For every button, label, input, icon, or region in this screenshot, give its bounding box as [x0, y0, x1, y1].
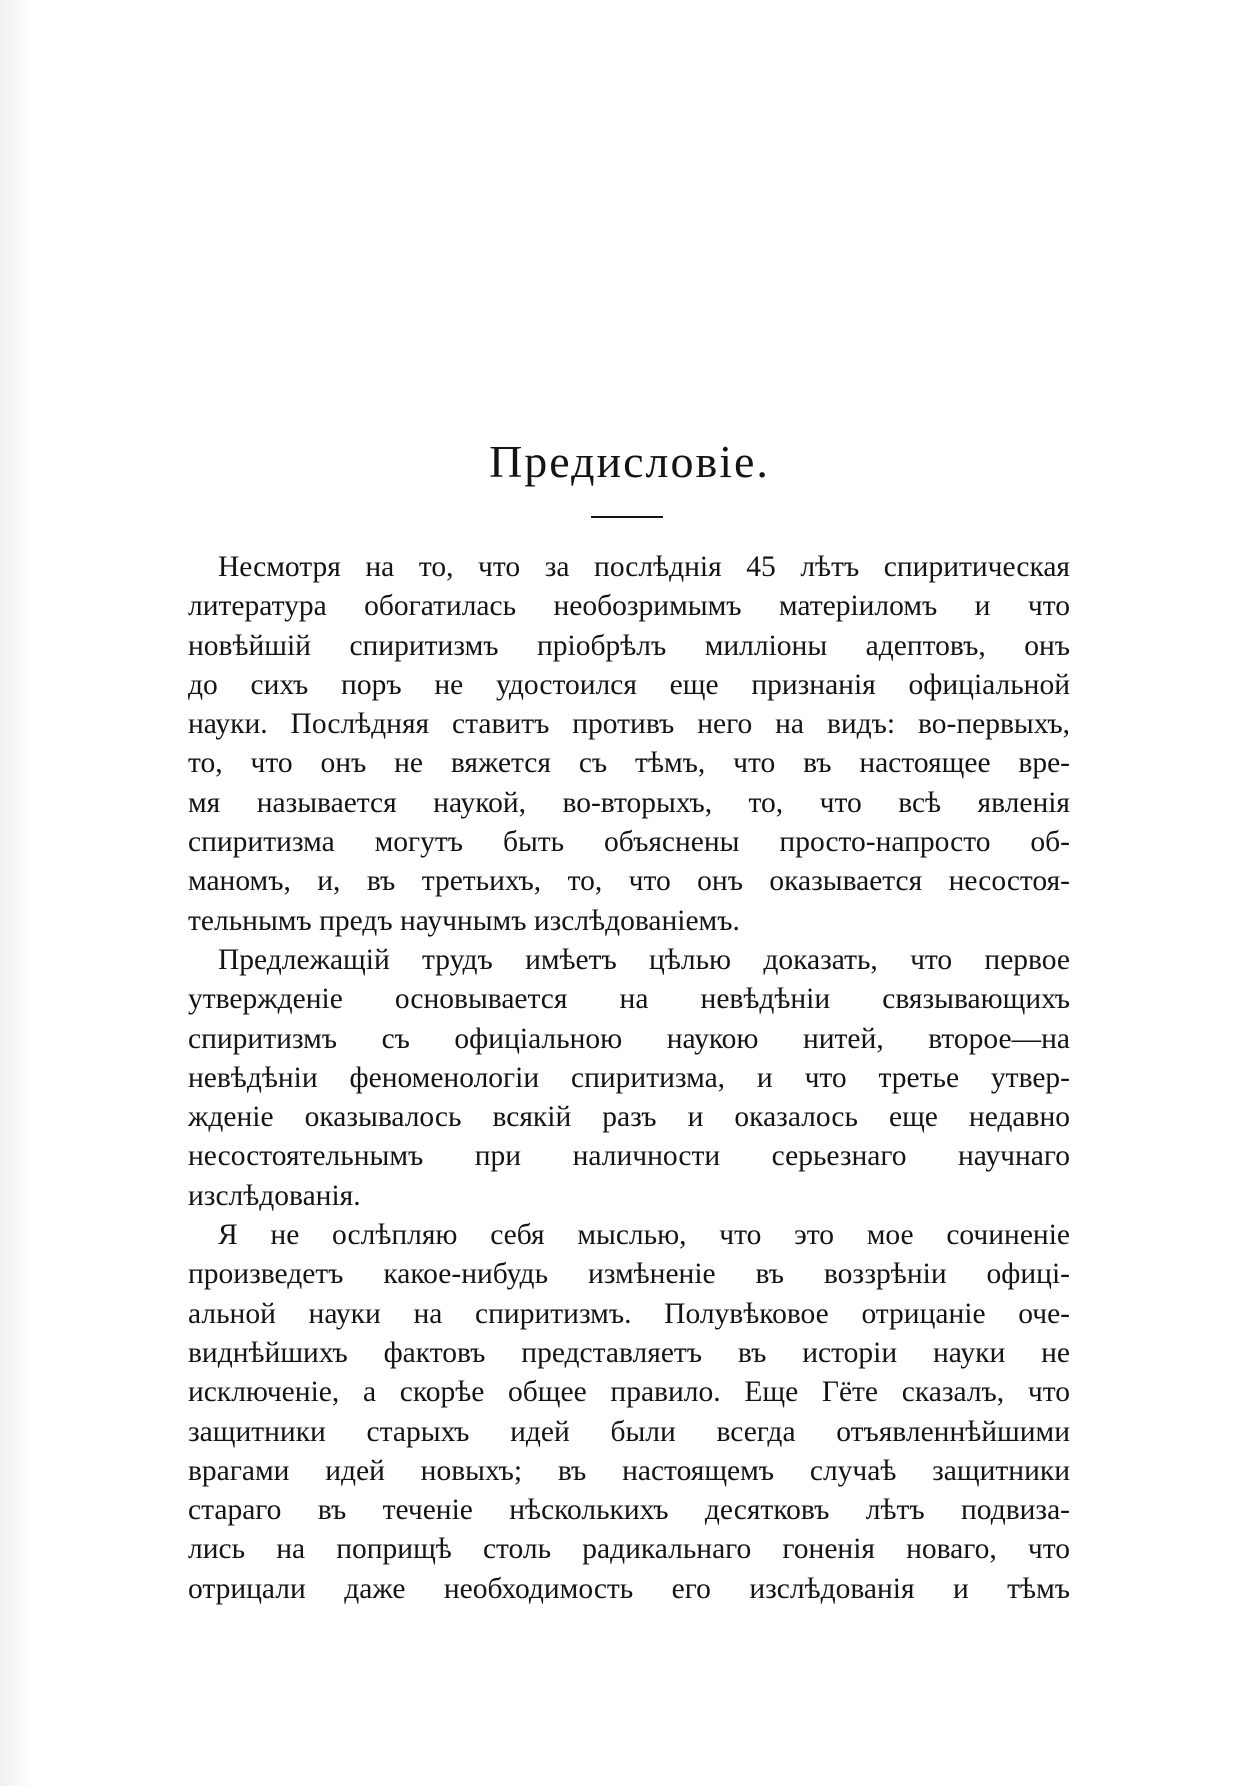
text-line: Я не ослѣпляю себя мыслью, что это мое сочиненіе: [218, 1219, 1070, 1252]
text-line: изслѣдованія.: [188, 1179, 361, 1212]
paragraph: [188, 941, 1070, 1216]
text-line: произведетъ какое-нибудь измѣненіе въ воззрѣніи офиці-: [188, 1258, 1070, 1291]
text-line: Предлежащій трудъ имѣетъ цѣлью доказать, что первое: [218, 943, 1070, 976]
text-line: защитники старыхъ идей были всегда отъявленнѣйшими: [188, 1415, 1070, 1448]
text-line: науки. Послѣдняя ставитъ противъ него на видъ: во-первыхъ,: [188, 708, 1070, 741]
text-line: несостоятельнымъ при наличности серьезнаго научнаго: [188, 1140, 1070, 1173]
text-line: лись на поприщѣ столь радикальнаго гоненія новаго, что: [188, 1533, 1070, 1566]
text-line: то, что онъ не вяжется съ тѣмъ, что въ настоящее вре-: [188, 747, 1070, 780]
text-line: стараго въ теченіе нѣсколькихъ десятковъ лѣтъ подвиза-: [188, 1494, 1070, 1527]
text-line: маномъ, и, въ третьихъ, то, что онъ оказывается несостоя-: [188, 865, 1070, 898]
text-line: мя называется наукой, во-вторыхъ, то, что всѣ явленія: [188, 786, 1070, 819]
page-title: Предисловіе.: [489, 436, 770, 487]
text-line: виднѣйшихъ фактовъ представляетъ въ исторіи науки не: [188, 1336, 1070, 1369]
text-line: жденіе оказывалось всякій разъ и оказалось еще недавно: [188, 1101, 1070, 1134]
text-line: альной науки на спиритизмъ. Полувѣковое отрицаніе оче-: [188, 1297, 1070, 1330]
title-divider: [591, 516, 663, 518]
paragraph: [188, 1216, 1070, 1609]
text-line: утвержденіе основывается на невѣдѣніи связывающихъ: [188, 983, 1070, 1016]
paragraph: [188, 548, 1070, 941]
text-line: исключеніе, а скорѣе общее правило. Еще Гёте сказалъ, что: [188, 1376, 1070, 1409]
text-line: отрицали даже необходимость его изслѣдованія и тѣмъ: [188, 1572, 1070, 1605]
body-text: [188, 548, 1070, 1609]
text-line: новѣйшій спиритизмъ пріобрѣлъ милліоны адептовъ, онъ: [188, 629, 1070, 662]
text-line: Несмотря на то, что за послѣднія 45 лѣтъ спиритическая: [218, 551, 1070, 583]
text-line: до сихъ поръ не удостоился еще признанія офиціальной: [188, 668, 1070, 701]
text-line: тельнымъ предъ научнымъ изслѣдованіемъ.: [188, 904, 740, 937]
scan-edge-shadow: [0, 0, 34, 1786]
text-line: литература обогатилась необозримымъ матеріиломъ и что: [188, 590, 1070, 623]
text-line: врагами идей новыхъ; въ настоящемъ случаѣ защитники: [188, 1454, 1070, 1487]
text-line: невѣдѣніи феноменологіи спиритизма, и что третье утвер-: [188, 1061, 1070, 1094]
text-line: спиритизма могутъ быть объяснены просто-напросто об-: [188, 826, 1070, 859]
text-line: спиритизмъ съ офиціальною наукою нитей, второе—на: [188, 1022, 1070, 1055]
